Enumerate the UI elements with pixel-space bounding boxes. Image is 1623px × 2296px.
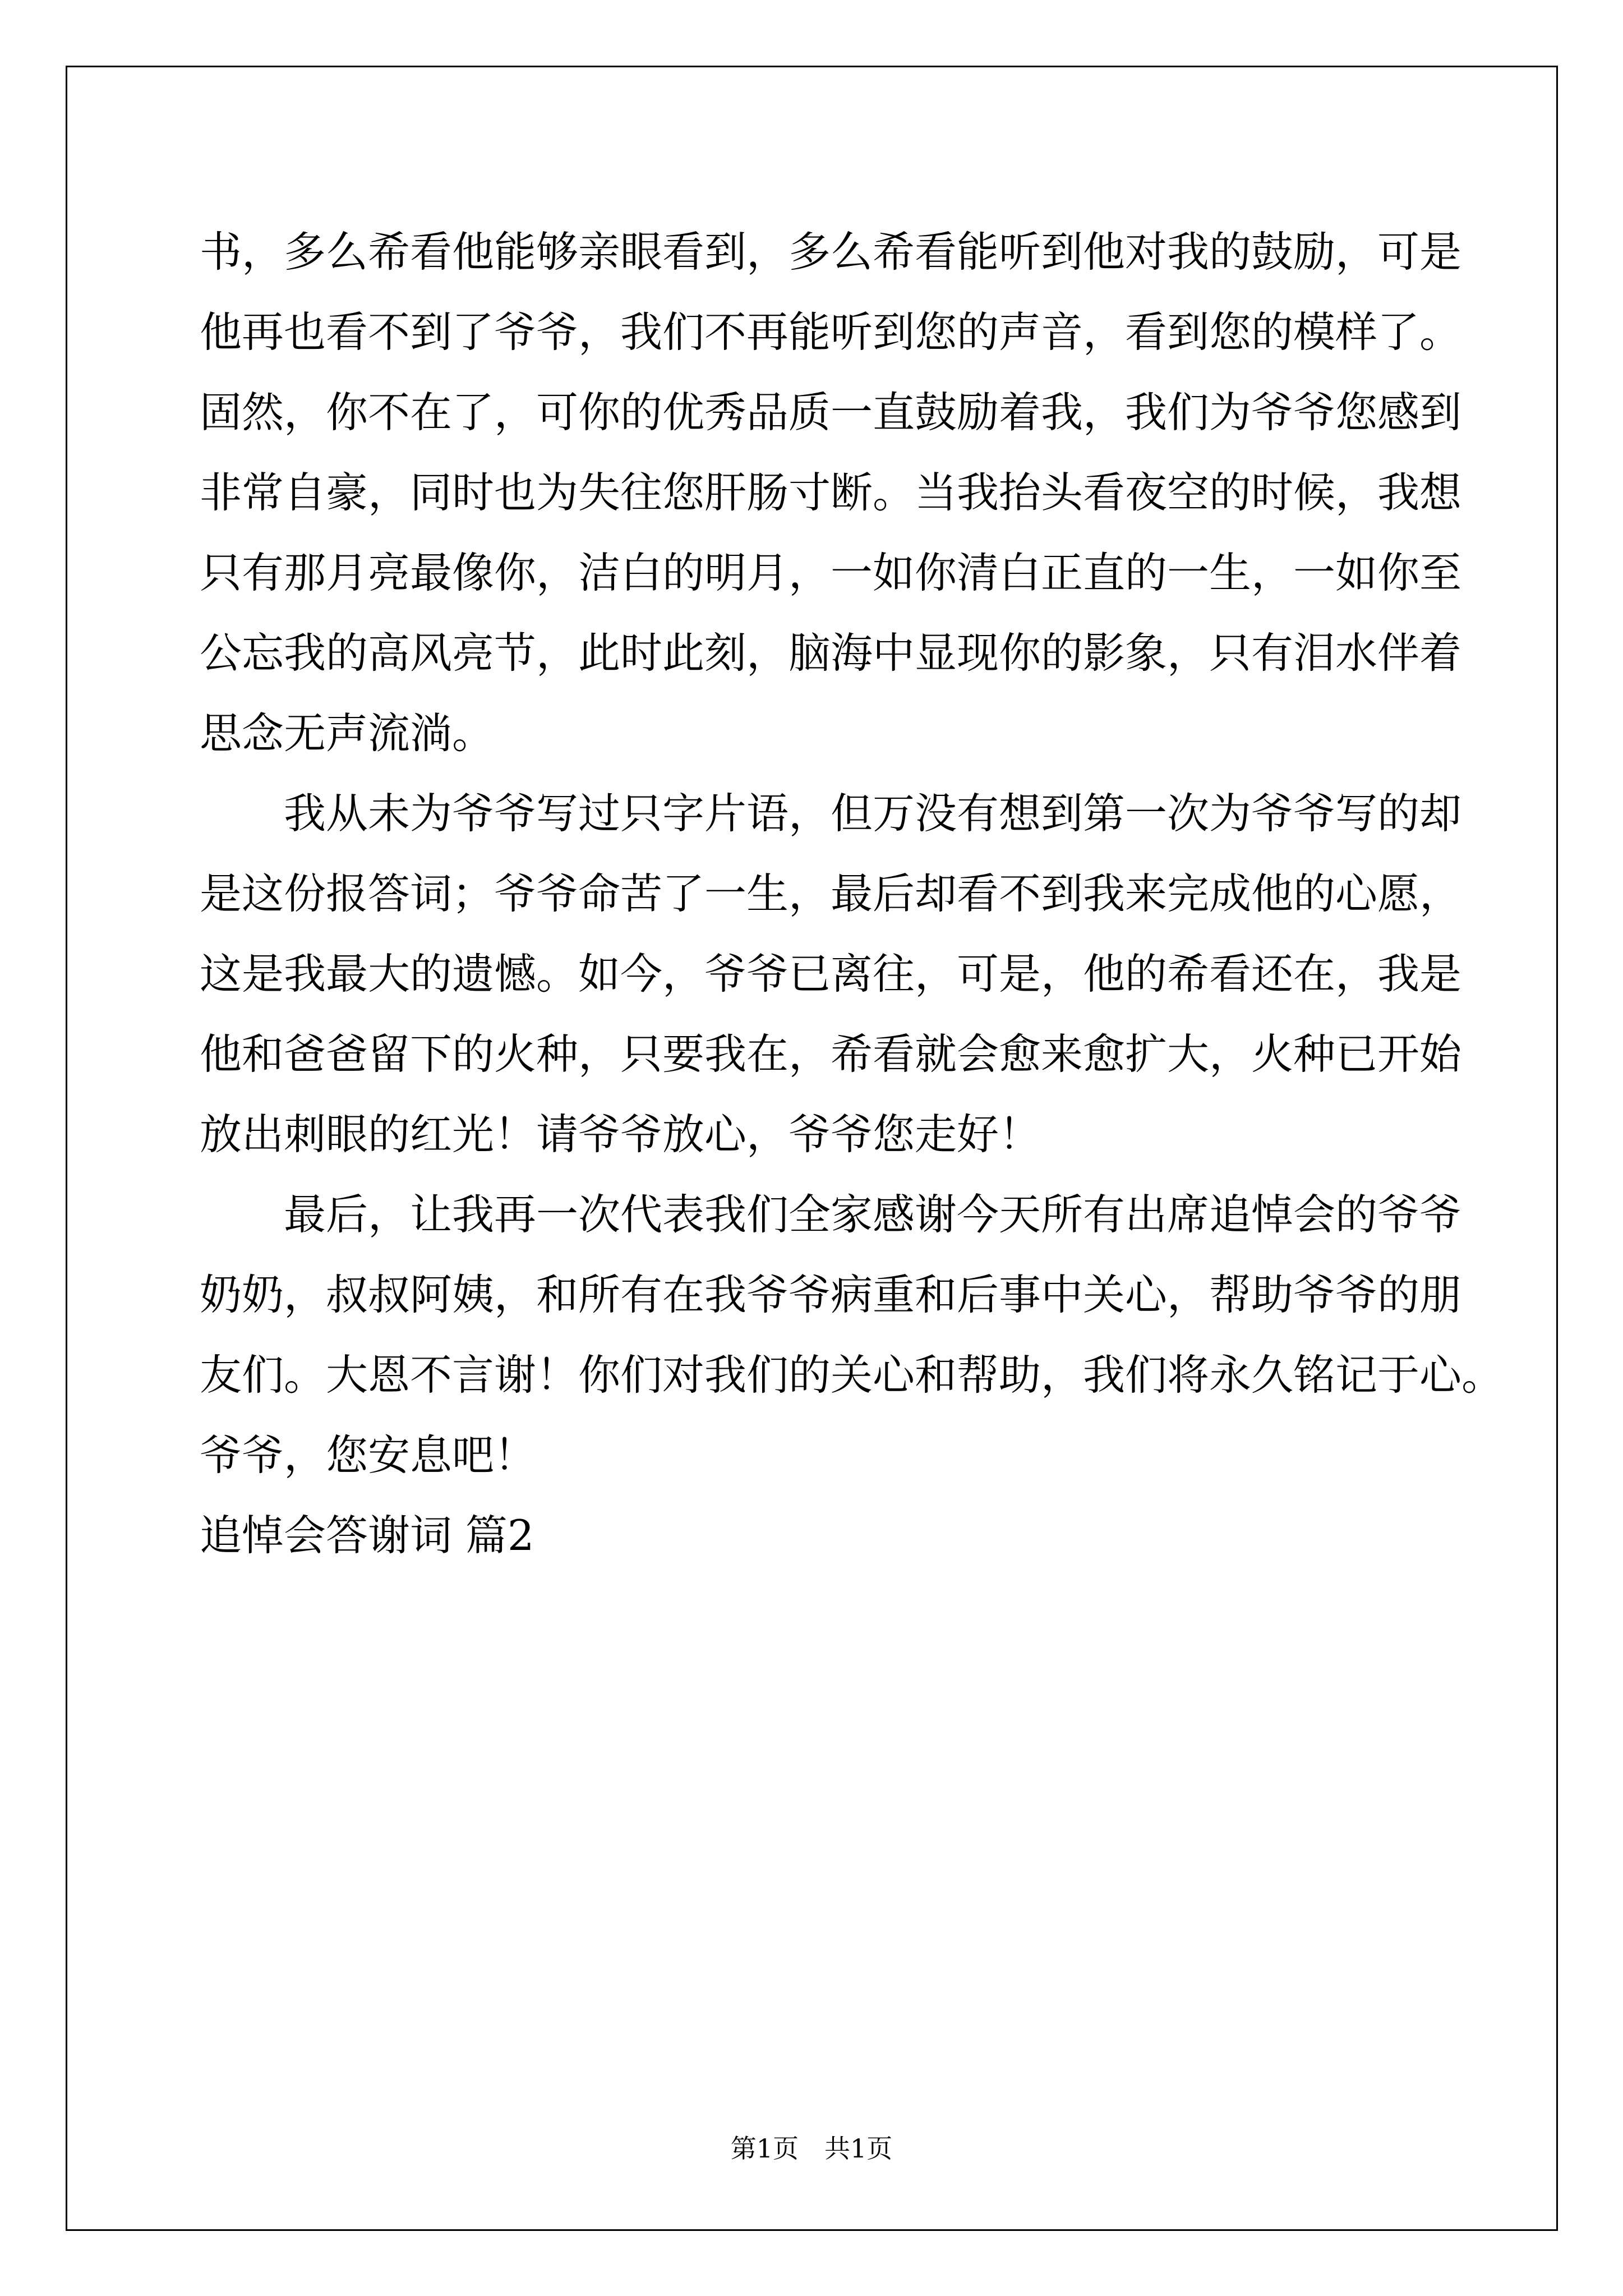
page-footer — [0, 2132, 1623, 2165]
text-line: 放出刺眼的红光！请爷爷放心，爷爷您走好！ — [200, 1110, 1041, 1159]
text-line: 公忘我的高风亮节，此时此刻，脑海中显现你的影象，只有泪水伴着 — [200, 628, 1462, 678]
text-line: 爷爷，您安息吧！ — [200, 1430, 537, 1480]
text-line: 他再也看不到了爷爷，我们不再能听到您的声音，看到您的模样了。 — [200, 307, 1462, 357]
page-number-total: 共1页 — [824, 2133, 893, 2164]
page-number-current: 第1页 — [730, 2133, 799, 2164]
paragraph-start-line: 我从未为爷爷写过只字片语，但万没有想到第一次为爷爷写的却 — [284, 789, 1462, 838]
text-line: 是这份报答词；爷爷命苦了一生，最后却看不到我来完成他的心愿， — [200, 869, 1462, 918]
document-body — [200, 212, 1504, 1576]
text-line: 固然，你不在了，可你的优秀品质一直鼓励着我，我们为爷爷您感到 — [200, 388, 1462, 437]
text-line: 非常自豪，同时也为失往您肝肠寸断。当我抬头看夜空的时候，我想 — [200, 468, 1462, 517]
text-line: 书，多么希看他能够亲眼看到，多么希看能听到他对我的鼓励，可是 — [200, 227, 1462, 277]
text-line: 这是我最大的遗憾。如今，爷爷已离往，可是，他的希看还在，我是 — [200, 949, 1462, 999]
text-line: 友们。大恩不言谢！你们对我们的关心和帮助，我们将永久铭记于心。 — [200, 1350, 1504, 1400]
text-line: 奶奶，叔叔阿姨，和所有在我爷爷病重和后事中关心，帮助爷爷的朋 — [200, 1270, 1462, 1319]
paragraph-start-line: 最后，让我再一次代表我们全家感谢今天所有出席追悼会的爷爷 — [284, 1190, 1462, 1239]
text-line: 只有那月亮最像你，洁白的明月，一如你清白正直的一生，一如你至 — [200, 548, 1462, 597]
text-line: 思念无声流淌。 — [200, 708, 495, 758]
section-heading: 追悼会答谢词 篇2 — [200, 1511, 534, 1560]
text-line: 他和爸爸留下的火种，只要我在，希看就会愈来愈扩大，火种已开始 — [200, 1029, 1462, 1079]
